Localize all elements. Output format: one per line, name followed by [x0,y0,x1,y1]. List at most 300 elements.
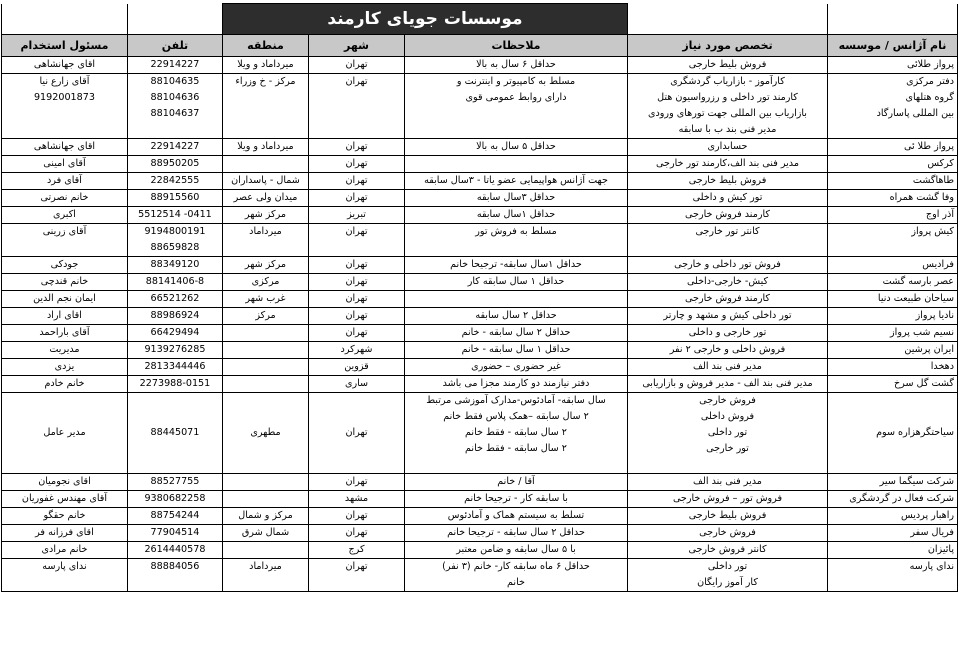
cell-line: 88884056 [150,561,200,572]
cell-line: فروش داخلی [700,411,755,422]
manager-cell [1,274,127,291]
region-cell [222,173,308,190]
cell-line: خانم قندچی [40,276,89,287]
cell-line: مرکز و شمال [238,510,293,521]
cell-line [226,441,305,457]
manager-cell [1,491,127,508]
cell-line [131,457,219,473]
cell-line: مدیر فنی بند ب با سابقه [678,124,777,135]
cell-line: خانم [507,577,525,588]
cell-line [226,342,305,358]
cell-line: اقای جهانشاهی [33,59,96,70]
specialty-cell [628,139,828,156]
cell-line: کیش- خارجی-داخلی [686,276,769,287]
region-cell [222,559,308,592]
cell-line [226,90,305,106]
cell-line [408,122,624,138]
cell-line: 88104636 [150,92,200,103]
agency-cell [828,491,958,508]
table-row [1,542,957,559]
phone-cell [127,257,222,274]
city-cell [309,173,405,190]
cell-line: تسلط به سیستم هماک و آمادئوس [447,510,585,521]
city-cell [309,224,405,257]
cell-line: دفتر نیازمند دو کارمند مجزا می باشد [442,378,590,389]
cell-line: تهران [345,510,368,521]
agency-cell [828,525,958,542]
agency-cell [828,291,958,308]
region-cell [222,525,308,542]
city-cell [309,542,405,559]
region-cell [222,74,308,139]
cell-line: بین المللی پاسارگاد [876,108,954,119]
city-cell [309,274,405,291]
cell-line: 2813344446 [144,361,206,372]
phone-cell [127,224,222,257]
cell-line [831,575,954,591]
cell-line: تهران [345,76,368,87]
cell-line [131,441,219,457]
cell-line [408,106,624,122]
manager-cell [1,190,127,207]
cell-line: تور خارجی [706,443,749,454]
phone-cell [127,542,222,559]
cell-line: 9192001873 [33,92,95,103]
cell-line: حداقل ۲ سال سابقه - خانم [461,327,571,338]
cell-line: مسلط به فروش تور [475,226,557,237]
cell-line: مدیریت [49,344,80,355]
manager-cell [1,291,127,308]
specialty-cell [628,274,828,291]
cell-line: فروش خارجی [699,395,756,406]
title-row [1,4,957,35]
cell-line [312,441,401,457]
cell-line: 88104637 [150,108,200,119]
cell-line: فروش بلیط خارجی [688,59,767,70]
phone-cell [127,325,222,342]
specialty-cell [628,491,828,508]
cell-line: حداقل ۵ سال به بالا [476,141,556,152]
agency-cell [828,474,958,491]
cell-line: کرکس [927,158,954,169]
table-row [1,393,957,474]
cell-line: تهران [345,561,368,572]
table-row [1,474,957,491]
specialty-cell [628,224,828,257]
cell-line: اقای نجومیان [38,476,91,487]
phone-cell [127,156,222,173]
header-specialty: تخصص مورد نیاز [628,35,828,57]
phone-cell [127,559,222,592]
cell-line [5,457,124,473]
specialty-cell [628,542,828,559]
cell-line: اقای فرزانه فر [35,527,94,538]
agency-cell [828,156,958,173]
cell-line: مدیر فنی بند الف [693,476,762,487]
cell-line [226,474,305,490]
cell-line: کارمند فروش خارجی [685,209,770,220]
manager-cell [1,342,127,359]
notes-cell [405,525,628,542]
specialty-cell [628,156,828,173]
cell-line: آقای مهندس غفوریان [21,493,108,504]
cell-line: فروش داخلی و خارجی ۲ نفر [669,344,786,355]
header-region: منطقه [222,35,308,57]
phone-cell [127,393,222,474]
cell-line: تهران [345,259,368,270]
cell-line [131,409,219,425]
region-cell [222,542,308,559]
phone-cell [127,190,222,207]
specialty-cell [628,325,828,342]
cell-line: 9139276285 [144,344,206,355]
job-listing-sheet [2,3,958,592]
cell-line: 88986924 [150,310,200,321]
table-row [1,525,957,542]
cell-line: قزوین [344,361,369,372]
notes-cell [405,190,628,207]
notes-cell [405,376,628,393]
agency-cell [828,325,958,342]
phone-cell [127,525,222,542]
table-row [1,190,957,207]
phone-cell [127,57,222,74]
region-cell [222,156,308,173]
cell-line: آقای زارع نیا [39,76,90,87]
cell-line: طاهاگشت [912,175,954,186]
table-row [1,274,957,291]
region-cell [222,342,308,359]
cell-line [312,575,401,591]
manager-cell [1,156,127,173]
notes-cell [405,257,628,274]
cell-line [226,393,305,409]
cell-line [226,542,305,558]
cell-line: سیاحان طبیعت دنیا [877,293,954,304]
cell-line [5,106,124,122]
cell-line: فروش تور – فروش خارجی [672,493,783,504]
specialty-cell [628,359,828,376]
cell-line [131,575,219,591]
cell-line [5,240,124,256]
manager-cell [1,525,127,542]
agencies-table [1,3,958,592]
cell-line: مرکز شهر [244,209,287,220]
region-cell [222,139,308,156]
cell-line [5,441,124,457]
specialty-cell [628,508,828,525]
cell-line: مرکز - خ وزراء [235,76,296,87]
specialty-cell [628,376,828,393]
table-row [1,173,957,190]
cell-line: گروه هتلهای [905,92,954,103]
cell-line: تهران [345,226,368,237]
phone-cell [127,139,222,156]
cell-line: کانتر فروش خارجی [688,544,767,555]
cell-line: 88141406-8 [145,276,205,287]
region-cell [222,393,308,474]
manager-cell [1,308,127,325]
city-cell [309,376,405,393]
cell-line: فروش تور داخلی و خارجی [674,259,781,270]
phone-cell [127,291,222,308]
table-row [1,257,957,274]
cell-line: میرداماد [249,561,282,572]
cell-line [831,409,954,425]
cell-line: 88915560 [150,192,200,203]
table-row [1,224,957,257]
city-cell [309,156,405,173]
agency-cell [828,376,958,393]
manager-cell [1,325,127,342]
cell-line: جودکی [50,259,79,270]
cell-line: تهران [345,276,368,287]
cell-line: پرواز طلائی [907,59,954,70]
notes-cell [405,156,628,173]
table-row [1,74,957,139]
header-hiring-manager: مسئول استخدام [1,35,127,57]
notes-cell [405,559,628,592]
cell-line: دارای روابط عمومی قوی [465,92,567,103]
cell-line: تهران [345,427,368,438]
header-agency: نام آژانس / موسسه [828,35,958,57]
cell-line: تهران [345,141,368,152]
notes-cell [405,139,628,156]
cell-line: تهران [345,310,368,321]
cell-line: حداقل ۱سال سابقه- ترجیحا خانم [450,259,582,270]
page-title: موسسات جویای کارمند [222,4,627,35]
notes-cell [405,173,628,190]
cell-line: تور کیش و داخلی [692,192,763,203]
region-cell [222,508,308,525]
cell-line: تور خارجی و داخلی [688,327,767,338]
cell-line: آقای باراحمد [39,327,90,338]
title-spacer [828,4,958,35]
cell-line [312,106,401,122]
specialty-cell [628,190,828,207]
table-row [1,376,957,393]
notes-cell [405,207,628,224]
city-cell [309,508,405,525]
region-cell [222,207,308,224]
header-notes: ملاحظات [405,35,628,57]
cell-line: شمال شرق [241,527,290,538]
cell-line: کارمند فروش خارجی [685,293,770,304]
agency-cell [828,559,958,592]
cell-line: سیاحتگرهزاره سوم [876,427,954,438]
agency-cell [828,224,958,257]
cell-line: نسیم شب پرواز [890,327,954,338]
cell-line [831,122,954,138]
cell-line: خانم خادم [44,378,85,389]
cell-line: ایمان نجم الدین [33,293,96,304]
cell-line [226,491,305,507]
cell-line [131,122,219,138]
cell-line: شمال - پاسداران [231,175,300,186]
cell-line: عصر بارسه گشت [882,276,954,287]
phone-cell [127,359,222,376]
cell-line: حسابداری [707,141,748,152]
cell-line: میرداماد و ویلا [237,59,294,70]
cell-line: میرداماد [249,226,282,237]
cell-line: شرکت فعال در گردشگری [849,493,954,504]
cell-line: خانم مرادی [41,544,88,555]
cell-line: مرکز شهر [244,259,287,270]
cell-line: 2614440578 [144,544,206,555]
region-cell [222,190,308,207]
cell-line: تور داخلی کیش و مشهد و چارتر [663,310,792,321]
manager-cell [1,508,127,525]
city-cell [309,525,405,542]
cell-line: مرکزی [251,276,280,287]
cell-line: تهران [345,476,368,487]
phone-cell [127,308,222,325]
cell-line: فرادیس [922,259,954,270]
manager-cell [1,559,127,592]
notes-cell [405,491,628,508]
notes-cell [405,57,628,74]
specialty-cell [628,308,828,325]
cell-line: کار آموز رایگان [697,577,758,588]
agency-cell [828,393,958,474]
agency-cell [828,190,958,207]
specialty-cell [628,342,828,359]
notes-cell [405,342,628,359]
manager-cell [1,139,127,156]
table-row [1,508,957,525]
cell-line: حداقل ۱ سال سابقه - خانم [461,344,571,355]
cell-line [226,156,305,172]
cell-line: 88754244 [150,510,200,521]
city-cell [309,491,405,508]
manager-cell [1,359,127,376]
agency-cell [828,542,958,559]
cell-line: 88950205 [150,158,200,169]
city-cell [309,190,405,207]
cell-line: نادیا پرواز [915,310,954,321]
cell-line: حداقل ۲ سال سابقه [475,310,557,321]
region-cell [222,474,308,491]
cell-line [312,240,401,256]
manager-cell [1,57,127,74]
cell-line: تور داخلی [707,561,748,572]
title-spacer [127,4,222,35]
specialty-cell [628,474,828,491]
table-row [1,156,957,173]
manager-cell [1,224,127,257]
table-row [1,207,957,224]
cell-line [831,240,954,256]
notes-cell [405,542,628,559]
cell-line [226,325,305,341]
cell-line: جهت آژانس هواپیمایی عضو یاتا - ۳سال سابقه [424,175,608,186]
manager-cell [1,257,127,274]
cell-line [226,122,305,138]
phone-cell [127,491,222,508]
cell-line: 88104635 [150,76,200,87]
cell-line: حداقل ۲ سال سابقه - ترجیحا خانم [447,527,585,538]
cell-line: 22914227 [150,59,200,70]
notes-cell [405,474,628,491]
table-row [1,359,957,376]
specialty-cell [628,393,828,474]
cell-line: 66521262 [150,293,200,304]
cell-line: غرب شهر [245,293,286,304]
cell-line [5,409,124,425]
cell-line: 9194800191 [144,226,206,237]
cell-line [226,575,305,591]
cell-line: 9380682258 [144,493,206,504]
manager-cell [1,542,127,559]
table-row [1,491,957,508]
cell-line: گشت گل سرخ [893,378,954,389]
cell-line: 88527755 [150,476,200,487]
cell-line: مشهد [344,493,369,504]
region-cell [222,257,308,274]
cell-line: حداقل ۶ ماه سابقه کار- خانم (۳ نفر) [442,561,590,572]
agency-cell [828,57,958,74]
cell-line: مدیر فنی بند الف - مدیر فروش و بازاریابی [642,378,813,389]
cell-line: تهران [345,192,368,203]
cell-line: ۲ سال سابقه - فقط خانم [465,443,567,454]
cell-line [312,90,401,106]
city-cell [309,325,405,342]
specialty-cell [628,74,828,139]
cell-line: ندای پارسه [42,561,87,572]
specialty-cell [628,57,828,74]
region-cell [222,224,308,257]
specialty-cell [628,525,828,542]
cell-line: دفتر مرکزی [906,76,954,87]
cell-line: اکبری [53,209,76,220]
phone-cell [127,474,222,491]
cell-line: آقای زرینی [42,226,87,237]
cell-line: حداقل ۱ سال سابقه کار [467,276,565,287]
cell-line [226,457,305,473]
city-cell [309,207,405,224]
cell-line: میدان ولی عصر [233,192,298,203]
cell-line: 2273988-0151 [139,378,211,389]
cell-line: 0411- 5512514 [138,209,212,220]
title-spacer [628,4,828,35]
cell-line: با سابقه کار - ترجیحا خانم [464,493,568,504]
agency-cell [828,74,958,139]
city-cell [309,257,405,274]
cell-line: ایران پرشین [904,344,954,355]
cell-line: خانم حقگو [43,510,86,521]
cell-line: آقای فرد [47,175,82,186]
agency-cell [828,207,958,224]
cell-line: 88349120 [150,259,200,270]
region-cell [222,491,308,508]
cell-line: مرکز [255,310,276,321]
cell-line: بازاریاب بین المللی جهت تورهای ورودی [648,108,807,119]
city-cell [309,474,405,491]
agency-cell [828,173,958,190]
cell-line [5,393,124,409]
cell-line: آقای امینی [43,158,86,169]
cell-line [312,393,401,409]
cell-line: آذر اوج [925,209,954,220]
manager-cell [1,474,127,491]
cell-line: میرداماد و ویلا [237,141,294,152]
cell-line: دهخدا [930,361,954,372]
cell-line: مدیر فنی بند الف،کارمند تور خارجی [656,158,799,169]
cell-line: وفا گشت همراه [889,192,954,203]
cell-line: کانتر تور خارجی [695,226,760,237]
cell-line: تور داخلی [707,427,748,438]
notes-cell [405,308,628,325]
